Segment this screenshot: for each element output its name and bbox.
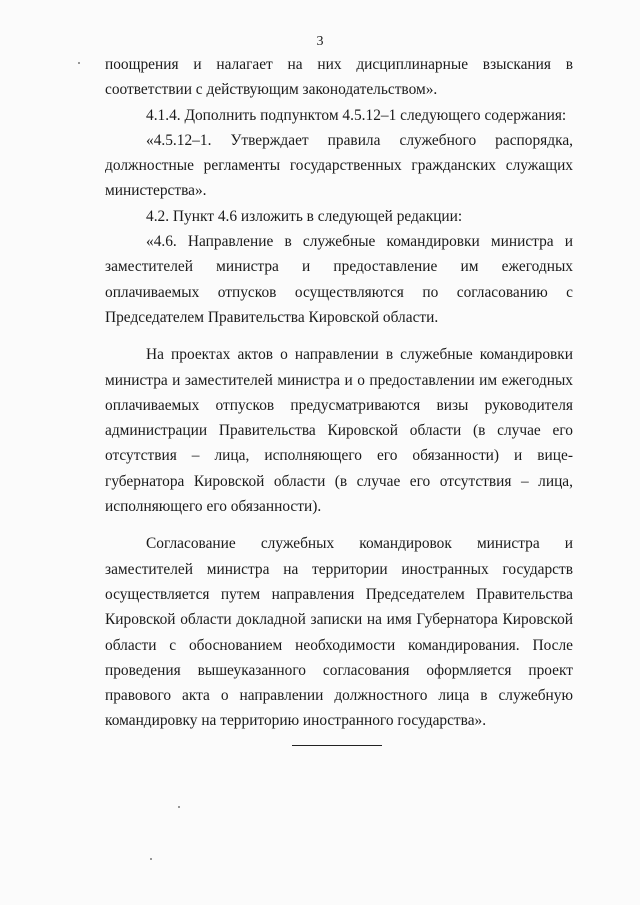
paragraph-4-1-4: 4.1.4. Дополнить подпунктом 4.5.12–1 следующего содержания: [146,106,567,124]
scan-speck [78,62,80,64]
scan-speck [178,806,180,808]
paragraph-visas: На проектах актов о направлении в служебные командировки министра и заместителей министра и о предоставлении им ежегодных оплачиваемых отпусков предусматриваются визы руководителя администрации Правительства Кировской области (в случае его отсутствия – лица, исполняющего его обязанности) и вице-губернатора Кировской области (в случае его отсутствия – лица, исполняющего его обязанности). [105,346,573,516]
document-body [105,52,573,734]
paragraph-4-2: 4.2. Пункт 4.6 изложить в следующей редакции: [146,207,463,225]
scan-speck [150,858,152,860]
paragraph-4-5-12-1: «4.5.12–1. Утверждает правила служебного распорядка, должностные регламенты государственных гражданских служащих министерства». [105,131,573,200]
paragraph-foreign-trips: Согласование служебных командировок министра и заместителей министра на территории иностранных государств осуществляется путем направления Председателем Правительства Кировской области докладной записки на имя Губернатора Кировской области с обоснованием необходимости командирования. После проведения вышеуказанного согласования оформляется проект правового акта о направлении должностного лица в служебную командировку на территорию иностранного государства». [105,535,573,730]
closing-rule [292,745,382,746]
paragraph-4-6: «4.6. Направление в служебные командировки министра и заместителей министра и предоставление им ежегодных оплачиваемых отпусков осуществляются по согласованию с Председателем Правительства Кировской области. [105,233,573,326]
paragraph-continuation: поощрения и налагает на них дисциплинарные взыскания в соответствии с действующим законодательством». [105,56,573,99]
page-number: 3 [316,34,324,49]
